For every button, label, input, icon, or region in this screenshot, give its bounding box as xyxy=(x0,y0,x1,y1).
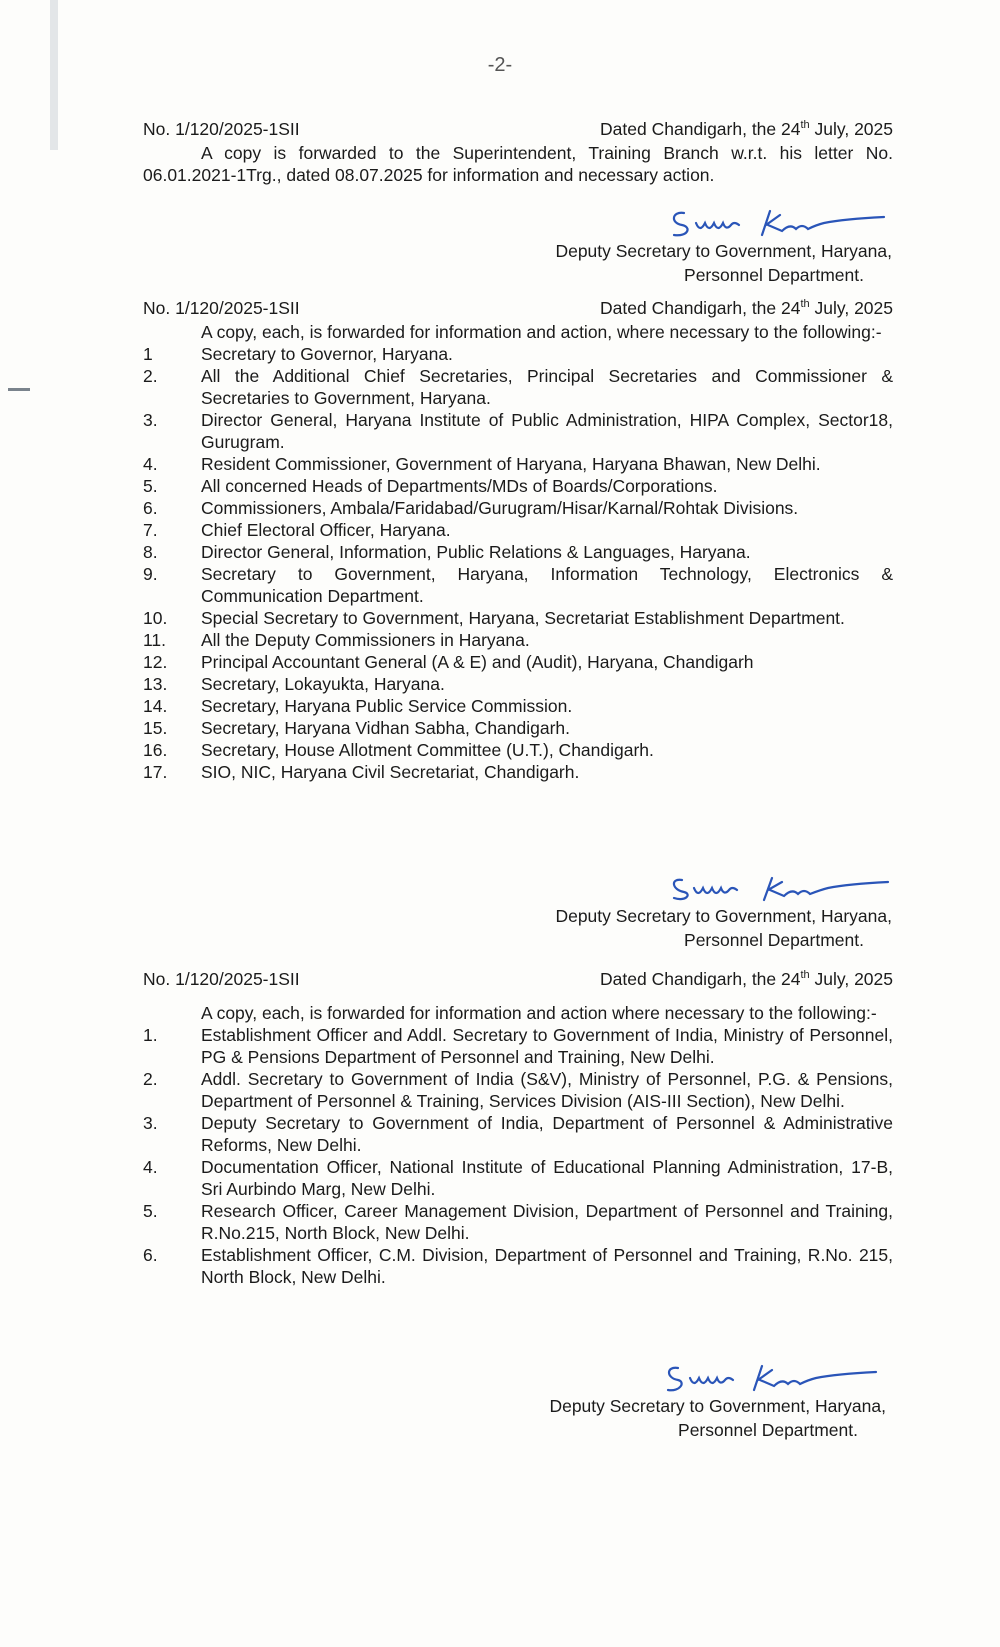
signatory-designation: Deputy Secretary to Government, Haryana, xyxy=(549,1396,886,1416)
list-item-number: 4. xyxy=(143,1157,158,1177)
list-item-number: 15. xyxy=(143,718,168,738)
list-item xyxy=(143,519,893,541)
section-2 xyxy=(143,297,893,783)
list-item xyxy=(143,717,893,739)
list-item xyxy=(143,607,893,629)
reference-line xyxy=(143,968,893,992)
list-item xyxy=(143,673,893,695)
signatory-department: Personnel Department. xyxy=(684,930,864,950)
reference-number: No. 1/120/2025-1SII xyxy=(143,969,300,989)
list-item xyxy=(143,563,893,607)
reference-line xyxy=(143,118,893,142)
signature-image xyxy=(656,1360,886,1394)
list-item-number: 2. xyxy=(143,366,158,386)
list-item-number: 13. xyxy=(143,674,168,694)
list-item-text: Principal Accountant General (A & E) and (Audit), Haryana, Chandigarh xyxy=(201,652,754,672)
dated-line: Dated Chandigarh, the 24th July, 2025 xyxy=(600,298,893,318)
section-3 xyxy=(143,968,893,1288)
list-item-text: Director General, Haryana Institute of Public Administration, HIPA Complex, Sector18, Gurugram. xyxy=(201,410,893,452)
list-item xyxy=(143,365,893,409)
list-item-text: Secretary, Haryana Vidhan Sabha, Chandigarh. xyxy=(201,718,571,738)
list-item-number: 1 xyxy=(143,344,153,364)
list-item xyxy=(143,1200,893,1244)
scan-artifact xyxy=(8,388,30,391)
list-item-text: Commissioners, Ambala/Faridabad/Gurugram/Hisar/Karnal/Rohtak Divisions. xyxy=(201,498,799,518)
signature-image xyxy=(662,870,892,904)
forwarding-paragraph: A copy, each, is forwarded for information and action, where necessary to the following:- xyxy=(201,322,882,342)
list-item-text: Addl. Secretary to Government of India (S&V), Ministry of Personnel, P.G. & Pensions, Department of Personnel & Training, Services Division (AIS-III Section), New Delhi. xyxy=(201,1069,893,1111)
forwarding-paragraph: A copy, each, is forwarded for information and action where necessary to the following:- xyxy=(201,1003,877,1023)
list-item xyxy=(143,629,893,651)
list-item-number: 16. xyxy=(143,740,168,760)
signatory-designation: Deputy Secretary to Government, Haryana, xyxy=(555,906,892,926)
signatory-designation: Deputy Secretary to Government, Haryana, xyxy=(555,241,892,261)
list-item-text: Special Secretary to Government, Haryana, Secretariat Establishment Department. xyxy=(201,608,845,628)
list-item xyxy=(143,695,893,717)
list-item xyxy=(143,761,893,783)
signature-image xyxy=(662,205,892,239)
dated-line: Dated Chandigarh, the 24th July, 2025 xyxy=(600,119,893,139)
list-item-text: SIO, NIC, Haryana Civil Secretariat, Chandigarh. xyxy=(201,762,580,782)
list-item xyxy=(143,1068,893,1112)
signature-block-3 xyxy=(466,1360,886,1442)
list-item-number: 5. xyxy=(143,1201,158,1221)
list-item xyxy=(143,409,893,453)
list-item-text: All the Additional Chief Secretaries, Principal Secretaries and Commissioner & Secretaries to Government, Haryana. xyxy=(201,366,893,408)
list-item xyxy=(143,541,893,563)
distribution-list xyxy=(143,1024,893,1288)
distribution-list xyxy=(143,343,893,783)
list-item-text: All concerned Heads of Departments/MDs of Boards/Corporations. xyxy=(201,476,718,496)
list-item-number: 11. xyxy=(143,630,167,650)
list-item xyxy=(143,1156,893,1200)
signature-block-1 xyxy=(472,205,892,287)
list-item-text: Resident Commissioner, Government of Haryana, Haryana Bhawan, New Delhi. xyxy=(201,454,821,474)
list-item-number: 8. xyxy=(143,542,158,562)
list-item-number: 10. xyxy=(143,608,168,628)
list-item-text: Documentation Officer, National Institute of Educational Planning Administration, 17-B, Sri Aurbindo Marg, New Delhi. xyxy=(201,1157,893,1199)
reference-number: No. 1/120/2025-1SII xyxy=(143,298,300,318)
list-item-number: 6. xyxy=(143,1245,158,1265)
reference-number: No. 1/120/2025-1SII xyxy=(143,119,300,139)
list-item xyxy=(143,1244,893,1288)
list-item-text: Secretary, Lokayukta, Haryana. xyxy=(201,674,445,694)
list-item-number: 17. xyxy=(143,762,168,782)
list-item-text: Director General, Information, Public Relations & Languages, Haryana. xyxy=(201,542,751,562)
list-item xyxy=(143,651,893,673)
list-item-text: Establishment Officer, C.M. Division, Department of Personnel and Training, R.No. 215, North Block, New Delhi. xyxy=(201,1245,893,1287)
reference-line xyxy=(143,297,893,321)
list-item-number: 2. xyxy=(143,1069,158,1089)
list-item-number: 12. xyxy=(143,652,168,672)
list-item-text: Secretary, House Allotment Committee (U.T.), Chandigarh. xyxy=(201,740,654,760)
list-item-text: Research Officer, Career Management Division, Department of Personnel and Training, R.No.215, North Block, New Delhi. xyxy=(201,1201,893,1243)
list-item-number: 3. xyxy=(143,410,158,430)
list-item-number: 6. xyxy=(143,498,158,518)
list-item-number: 1. xyxy=(143,1025,158,1045)
list-item xyxy=(143,343,893,365)
list-item-number: 9. xyxy=(143,564,158,584)
list-item-text: Secretary, Haryana Public Service Commission. xyxy=(201,696,573,716)
forwarding-paragraph: A copy is forwarded to the Superintendent, Training Branch w.r.t. his letter No. 06.01.2021-1Trg., dated 08.07.2025 for information and necessary action. xyxy=(143,143,893,185)
list-item-number: 5. xyxy=(143,476,158,496)
signatory-department: Personnel Department. xyxy=(678,1420,858,1440)
list-item xyxy=(143,1024,893,1068)
list-item xyxy=(143,739,893,761)
list-item-number: 3. xyxy=(143,1113,158,1133)
list-item xyxy=(143,1112,893,1156)
list-item-text: Deputy Secretary to Government of India, Department of Personnel & Administrative Reforms, New Delhi. xyxy=(201,1113,893,1155)
list-item-text: Secretary to Governor, Haryana. xyxy=(201,344,453,364)
list-item-number: 4. xyxy=(143,454,158,474)
dated-line: Dated Chandigarh, the 24th July, 2025 xyxy=(600,969,893,989)
page-number: -2- xyxy=(487,54,513,76)
list-item-number: 7. xyxy=(143,520,158,540)
list-item-number: 14. xyxy=(143,696,168,716)
signature-block-2 xyxy=(472,870,892,952)
section-1 xyxy=(143,118,893,186)
list-item xyxy=(143,453,893,475)
list-item-text: All the Deputy Commissioners in Haryana. xyxy=(201,630,530,650)
list-item xyxy=(143,497,893,519)
list-item-text: Chief Electoral Officer, Haryana. xyxy=(201,520,451,540)
list-item-text: Secretary to Government, Haryana, Information Technology, Electronics & Communication Department. xyxy=(201,564,893,606)
signatory-department: Personnel Department. xyxy=(684,265,864,285)
list-item xyxy=(143,475,893,497)
list-item-text: Establishment Officer and Addl. Secretary to Government of India, Ministry of Personnel, PG & Pensions Department of Personnel and Training, New Delhi. xyxy=(201,1025,893,1067)
